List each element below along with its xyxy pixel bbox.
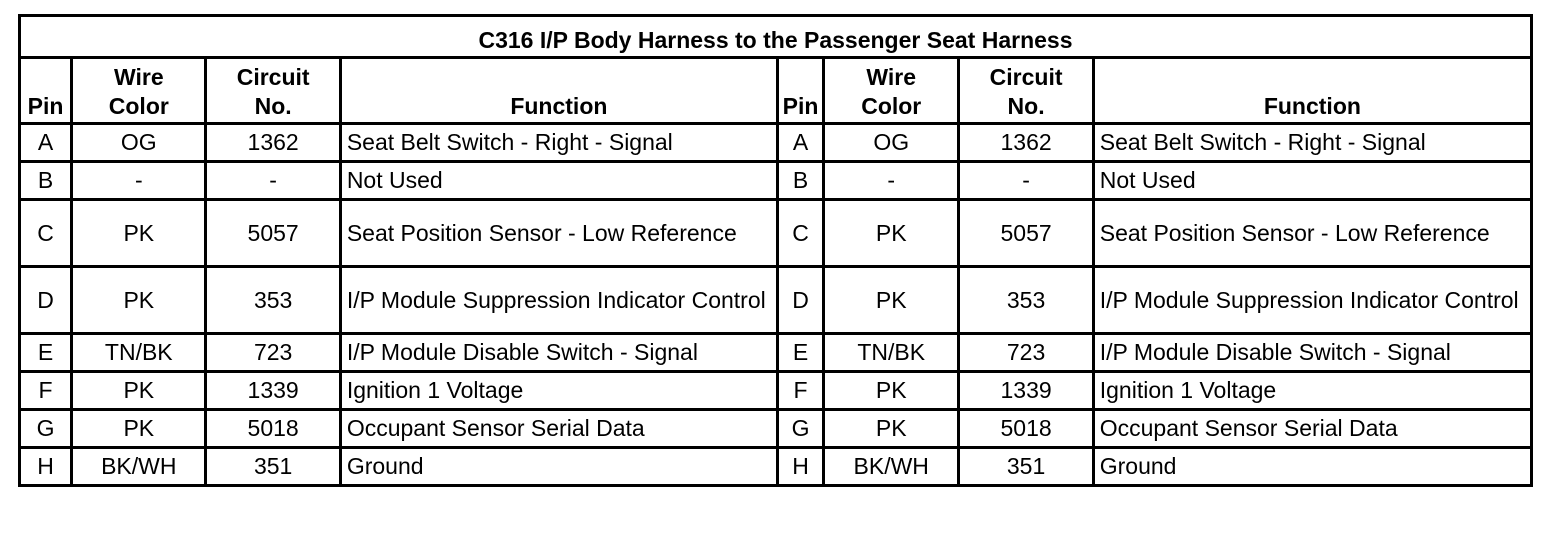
header-circuit-no-line1: Circuit xyxy=(989,64,1063,90)
cell-pin: H xyxy=(20,448,72,486)
cell-wire-color: PK xyxy=(72,200,206,267)
cell-circuit-no: 353 xyxy=(959,267,1093,334)
header-circuit-no-line2: No. xyxy=(254,93,292,119)
cell-wire-color: - xyxy=(824,162,959,200)
header-wire-color xyxy=(72,58,206,124)
cell-wire-color: - xyxy=(72,162,206,200)
cell-function: Ground xyxy=(1093,448,1531,486)
header-row xyxy=(20,58,1532,124)
table-row xyxy=(20,410,1532,448)
table-row xyxy=(20,334,1532,372)
header-circuit-no xyxy=(206,58,340,124)
header-pin: Pin xyxy=(777,58,823,124)
cell-circuit-no: 5018 xyxy=(959,410,1093,448)
cell-pin: A xyxy=(20,124,72,162)
header-circuit-no xyxy=(959,58,1093,124)
cell-wire-color: PK xyxy=(72,372,206,410)
header-wire-color xyxy=(824,58,959,124)
table-row xyxy=(20,372,1532,410)
cell-pin: D xyxy=(777,267,823,334)
cell-circuit-no: 1339 xyxy=(959,372,1093,410)
cell-wire-color: BK/WH xyxy=(824,448,959,486)
header-function: Function xyxy=(340,58,777,124)
cell-function: Seat Belt Switch - Right - Signal xyxy=(340,124,777,162)
table-row xyxy=(20,124,1532,162)
cell-wire-color: PK xyxy=(824,410,959,448)
header-wire-color-line2: Color xyxy=(108,93,169,119)
cell-wire-color: OG xyxy=(72,124,206,162)
cell-circuit-no: 351 xyxy=(959,448,1093,486)
cell-pin: H xyxy=(777,448,823,486)
header-function: Function xyxy=(1093,58,1531,124)
cell-pin: C xyxy=(777,200,823,267)
cell-wire-color: BK/WH xyxy=(72,448,206,486)
cell-circuit-no: 5057 xyxy=(959,200,1093,267)
cell-wire-color: OG xyxy=(824,124,959,162)
cell-wire-color: PK xyxy=(72,410,206,448)
table-row xyxy=(20,200,1532,267)
cell-pin: C xyxy=(20,200,72,267)
cell-function: Ignition 1 Voltage xyxy=(1093,372,1531,410)
cell-wire-color: PK xyxy=(824,200,959,267)
cell-function: Occupant Sensor Serial Data xyxy=(1093,410,1531,448)
cell-function: I/P Module Suppression Indicator Control xyxy=(1093,267,1531,334)
table-body xyxy=(20,124,1532,486)
cell-wire-color: TN/BK xyxy=(824,334,959,372)
cell-circuit-no: 723 xyxy=(959,334,1093,372)
header-wire-color-line1: Wire xyxy=(866,64,917,90)
cell-pin: E xyxy=(20,334,72,372)
cell-pin: A xyxy=(777,124,823,162)
header-wire-color-line2: Color xyxy=(861,93,922,119)
table-row xyxy=(20,267,1532,334)
cell-circuit-no: - xyxy=(959,162,1093,200)
cell-function: Not Used xyxy=(340,162,777,200)
cell-pin: B xyxy=(777,162,823,200)
cell-wire-color: PK xyxy=(824,372,959,410)
cell-function: Seat Position Sensor - Low Reference xyxy=(1093,200,1531,267)
cell-circuit-no: 1339 xyxy=(206,372,340,410)
cell-function: Ignition 1 Voltage xyxy=(340,372,777,410)
cell-function: I/P Module Disable Switch - Signal xyxy=(340,334,777,372)
cell-function: Occupant Sensor Serial Data xyxy=(340,410,777,448)
header-wire-color-line1: Wire xyxy=(113,64,164,90)
cell-circuit-no: 5057 xyxy=(206,200,340,267)
header-circuit-no-line1: Circuit xyxy=(236,64,310,90)
cell-circuit-no: - xyxy=(206,162,340,200)
cell-pin: G xyxy=(777,410,823,448)
cell-pin: E xyxy=(777,334,823,372)
cell-function: Seat Belt Switch - Right - Signal xyxy=(1093,124,1531,162)
table-row xyxy=(20,448,1532,486)
cell-circuit-no: 1362 xyxy=(206,124,340,162)
cell-circuit-no: 353 xyxy=(206,267,340,334)
cell-function: Not Used xyxy=(1093,162,1531,200)
cell-pin: F xyxy=(20,372,72,410)
cell-pin: G xyxy=(20,410,72,448)
connector-table xyxy=(18,14,1533,487)
cell-function: I/P Module Disable Switch - Signal xyxy=(1093,334,1531,372)
cell-wire-color: TN/BK xyxy=(72,334,206,372)
table-title: C316 I/P Body Harness to the Passenger Seat Harness xyxy=(20,16,1532,58)
cell-function: Seat Position Sensor - Low Reference xyxy=(340,200,777,267)
cell-pin: F xyxy=(777,372,823,410)
header-pin: Pin xyxy=(20,58,72,124)
cell-wire-color: PK xyxy=(824,267,959,334)
header-circuit-no-line2: No. xyxy=(1007,93,1045,119)
table-row xyxy=(20,162,1532,200)
cell-circuit-no: 1362 xyxy=(959,124,1093,162)
cell-pin: B xyxy=(20,162,72,200)
cell-circuit-no: 723 xyxy=(206,334,340,372)
cell-circuit-no: 5018 xyxy=(206,410,340,448)
cell-function: Ground xyxy=(340,448,777,486)
cell-function: I/P Module Suppression Indicator Control xyxy=(340,267,777,334)
cell-wire-color: PK xyxy=(72,267,206,334)
cell-circuit-no: 351 xyxy=(206,448,340,486)
cell-pin: D xyxy=(20,267,72,334)
